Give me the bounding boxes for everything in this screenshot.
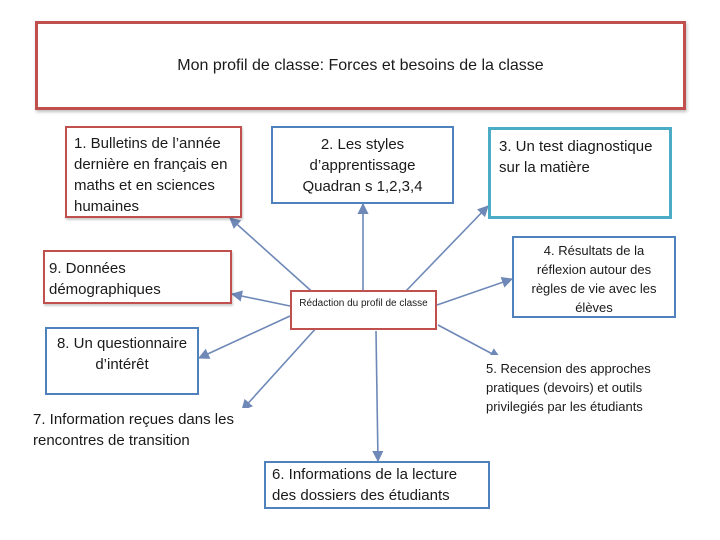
center-text: Rédaction du profil de classe [299,298,428,309]
node-4-resultats [512,236,676,318]
node-9-demographiques [43,250,232,304]
center-node-redaction [290,290,437,330]
arrow-to-node-3 [405,206,488,292]
node-8-questionnaire [45,327,199,395]
node-5-recension [480,355,694,419]
arrow-to-node-9 [232,294,290,306]
diagram-title: Mon profil de classe: Forces et besoins de la classe [177,56,544,74]
node-3-test [488,127,672,219]
title-box [35,21,686,110]
node-9-text: 9. Données démographiques [49,260,161,298]
node-6-text: 6. Informations de la lecture des dossiers des étudiants [272,466,458,504]
arrow-to-node-7 [242,326,318,410]
node-1-text: 1. Bulletins de l’année dernière en français en maths et en sciences humaines [74,135,228,215]
node-8-text: 8. Un questionnaire d’intérêt [56,335,188,373]
arrow-to-node-5 [438,325,500,358]
node-1-bulletins [65,126,242,218]
node-2-text: 2. Les styles d’apprentissage Quadran s 1,2,3,4 [302,136,423,195]
node-7-text: 7. Information reçues dans les rencontres de transition [33,411,234,449]
node-2-styles [271,126,454,204]
arrow-to-node-4 [437,279,512,305]
node-4-text: 4. Résultats de la réflexion autour des règles de vie avec les élèves [531,243,657,315]
arrow-to-node-1 [230,218,318,297]
node-7-rencontres [28,408,266,458]
node-6-dossiers [264,461,490,509]
arrow-to-node-6 [376,331,378,461]
node-5-text: 5. Recension des approches pratiques (devoirs) et outils privilegiés par les étudiants [486,361,651,414]
arrow-to-node-8 [199,316,290,358]
node-3-text: 3. Un test diagnostique sur la matière [499,138,653,176]
